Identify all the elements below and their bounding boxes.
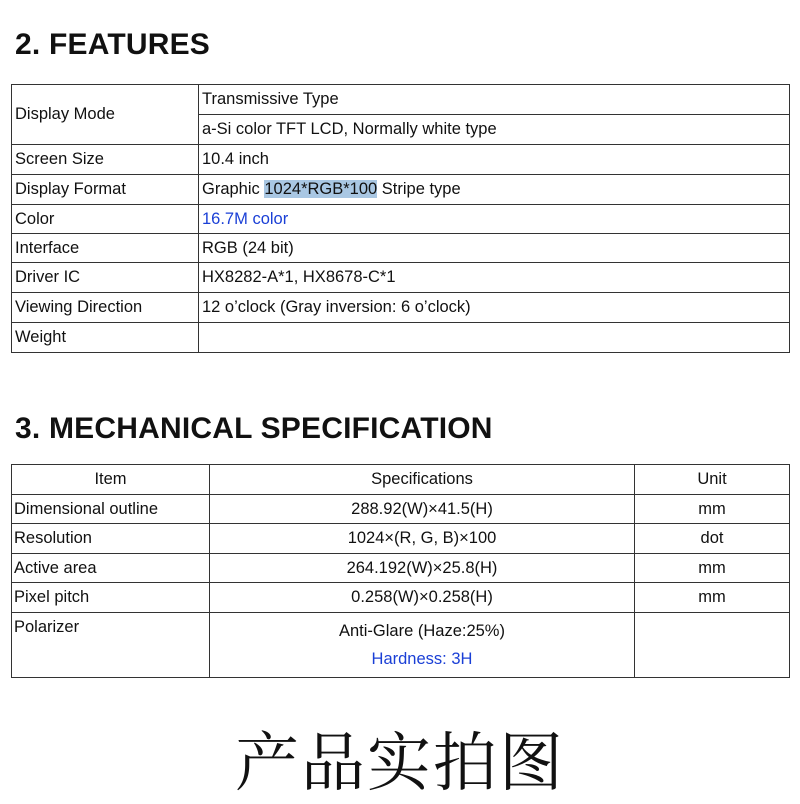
row-value — [199, 323, 790, 353]
item-cell: Resolution — [12, 524, 210, 554]
item-cell: Pixel pitch — [12, 583, 210, 613]
unit-cell: mm — [635, 553, 790, 583]
spec-cell: 288.92(W)×41.5(H) — [210, 494, 635, 524]
format-suffix: Stripe type — [377, 180, 461, 199]
unit-cell: mm — [635, 583, 790, 613]
column-header-specifications: Specifications — [210, 465, 635, 495]
column-header-unit: Unit — [635, 465, 790, 495]
table-row — [12, 494, 790, 524]
spec-cell: 0.258(W)×0.258(H) — [210, 583, 635, 613]
row-value: 12 o’clock (Gray inversion: 6 o’clock) — [199, 293, 790, 323]
row-label: Driver IC — [12, 263, 199, 293]
row-label: Viewing Direction — [12, 293, 199, 323]
row-label: Interface — [12, 234, 199, 263]
row-label: Color — [12, 205, 199, 234]
spec-cell: 264.192(W)×25.8(H) — [210, 553, 635, 583]
row-value: Transmissive Type — [199, 85, 790, 115]
column-header-item: Item — [12, 465, 210, 495]
product-photo-caption: 产品实拍图 — [235, 727, 565, 801]
item-cell: Dimensional outline — [12, 494, 210, 524]
polarizer-hardness-line: Hardness: 3H — [371, 649, 473, 668]
unit-cell: mm — [635, 494, 790, 524]
table-row — [12, 205, 790, 234]
table-row — [12, 323, 790, 353]
row-value: a-Si color TFT LCD, Normally white type — [199, 115, 790, 145]
table-row — [12, 145, 790, 175]
row-label: Screen Size — [12, 145, 199, 175]
table-row — [12, 85, 790, 115]
row-label: Display Mode — [12, 85, 199, 145]
spec-cell — [210, 612, 635, 677]
table-row — [12, 175, 790, 205]
row-value: RGB (24 bit) — [199, 234, 790, 263]
polarizer-spec-line: Anti-Glare (Haze:25%) — [339, 621, 505, 640]
row-label: Display Format — [12, 175, 199, 205]
table-row — [12, 583, 790, 613]
item-cell: Active area — [12, 553, 210, 583]
row-value: HX8282-A*1, HX8678-C*1 — [199, 263, 790, 293]
table-row — [12, 553, 790, 583]
mechanical-table — [11, 464, 790, 678]
format-highlight: 1024*RGB*100 — [264, 180, 378, 199]
features-table — [11, 84, 790, 353]
spec-cell: 1024×(R, G, B)×100 — [210, 524, 635, 554]
table-row — [12, 263, 790, 293]
mechanical-heading: 3. MECHANICAL SPECIFICATION — [15, 412, 493, 445]
row-value: 10.4 inch — [199, 145, 790, 175]
table-row — [12, 524, 790, 554]
item-cell: Polarizer — [12, 612, 210, 677]
table-row — [12, 293, 790, 323]
format-prefix: Graphic — [202, 180, 265, 199]
unit-cell — [635, 612, 790, 677]
table-row — [12, 234, 790, 263]
table-header-row — [12, 465, 790, 495]
row-value: 16.7M color — [199, 205, 790, 234]
features-heading: 2. FEATURES — [15, 28, 211, 61]
row-value — [199, 175, 790, 205]
unit-cell: dot — [635, 524, 790, 554]
table-row — [12, 612, 790, 677]
row-label: Weight — [12, 323, 199, 353]
